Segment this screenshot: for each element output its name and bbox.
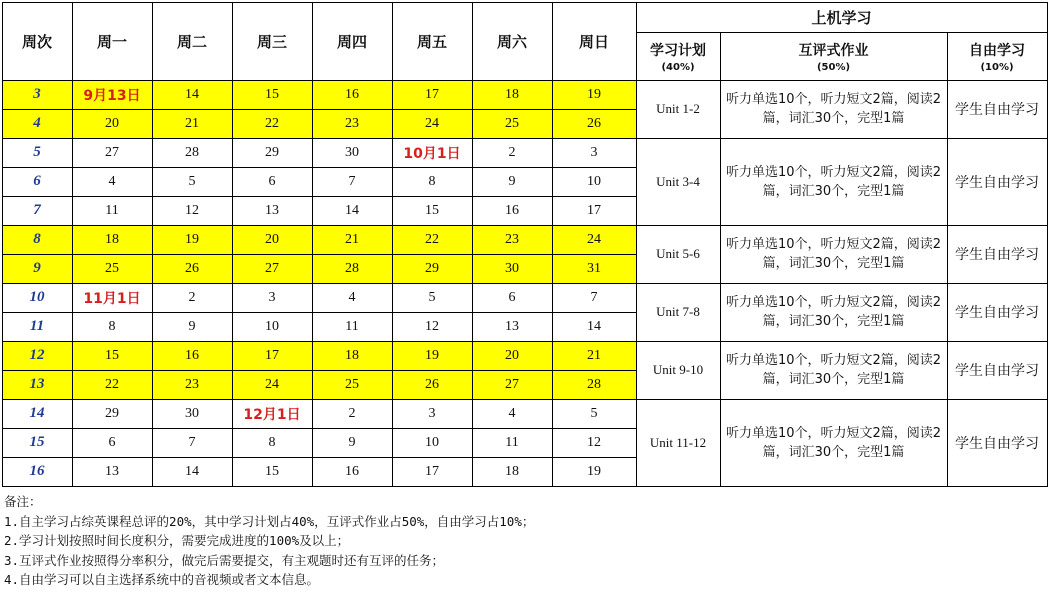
grid-line	[2, 457, 636, 458]
date-cell: 8	[428, 173, 436, 189]
date-cell: 24	[587, 231, 601, 247]
date-cell: 29	[105, 405, 119, 421]
grid-line	[2, 341, 636, 342]
date-cell: 26	[185, 260, 199, 276]
date-cell: 20	[105, 115, 119, 131]
grid-line	[636, 2, 637, 487]
date-cell: 30	[505, 260, 519, 276]
date-cell: 9	[348, 434, 356, 450]
date-cell: 5	[188, 173, 196, 189]
grid-line	[2, 2, 636, 3]
free-study: 学生自由学习	[955, 102, 1039, 118]
date-cell: 12	[185, 202, 199, 218]
date-cell: 7	[590, 289, 598, 305]
month-start-date: 11月1日	[83, 290, 141, 307]
date-cell: 29	[425, 260, 439, 276]
grid-line	[636, 341, 1047, 342]
date-cell: 26	[425, 376, 439, 392]
date-cell: 6	[268, 173, 276, 189]
grid-line	[2, 138, 636, 139]
date-cell: 14	[185, 86, 199, 102]
date-cell: 2	[188, 289, 196, 305]
sub-header-title: 互评式作业	[798, 42, 869, 59]
grid-line	[636, 32, 1047, 33]
week-number: 7	[33, 202, 41, 218]
date-cell: 28	[345, 260, 359, 276]
unit-range: Unit 9-10	[652, 362, 704, 377]
week-number: 8	[33, 231, 41, 247]
week-number: 15	[29, 434, 45, 450]
homework-desc: 听力单选10个，听力短文2篇，阅读2篇，词汇30个，完型1篇	[725, 237, 942, 271]
date-cell: 18	[505, 86, 519, 102]
date-cell: 21	[345, 231, 359, 247]
date-cell: 23	[505, 231, 519, 247]
date-cell: 16	[345, 463, 359, 479]
month-start-date: 9月13日	[83, 87, 141, 104]
date-cell: 3	[268, 289, 276, 305]
date-cell: 30	[185, 405, 199, 421]
homework-desc: 听力单选10个，听力短文2篇，阅读2篇，词汇30个，完型1篇	[725, 295, 942, 329]
month-start-date: 10月1日	[403, 145, 461, 162]
date-cell: 23	[345, 115, 359, 131]
date-cell: 4	[508, 405, 516, 421]
date-cell: 27	[105, 144, 119, 160]
free-study: 学生自由学习	[955, 174, 1039, 191]
date-cell: 21	[185, 115, 199, 131]
date-cell: 25	[105, 260, 119, 276]
notes-section	[4, 492, 1044, 590]
free-study: 学生自由学习	[955, 247, 1039, 263]
unit-range: Unit 1-2	[656, 101, 700, 116]
date-cell: 15	[265, 463, 279, 479]
date-cell: 11	[345, 318, 359, 334]
header-day: 周三	[256, 32, 287, 51]
notes-heading: 备注：	[4, 494, 42, 509]
grid-line	[2, 167, 636, 168]
grid-line	[636, 399, 1047, 400]
grid-line	[636, 283, 1047, 284]
week-number: 14	[29, 405, 45, 421]
header-day: 周二	[176, 32, 207, 51]
grid-line	[2, 225, 636, 226]
date-cell: 8	[108, 318, 116, 334]
date-cell: 16	[345, 86, 359, 102]
date-cell: 11	[505, 434, 519, 450]
note-2: 2.学习计划按照时间长度积分，需要完成进度的100%及以上；	[4, 533, 350, 548]
date-cell: 25	[345, 376, 359, 392]
note-4: 4.自由学习可以自主选择系统中的音视频或者文本信息。	[4, 572, 320, 587]
homework-desc: 听力单选10个，听力短文2篇，阅读2篇，词汇30个，完型1篇	[725, 164, 942, 199]
week-number: 6	[33, 173, 41, 189]
grid-line	[2, 486, 636, 487]
date-cell: 15	[425, 202, 439, 218]
date-cell: 26	[587, 115, 601, 131]
grid-line	[552, 2, 553, 487]
grid-line	[2, 283, 636, 284]
date-cell: 7	[188, 434, 196, 450]
grid-line	[2, 2, 3, 487]
date-cell: 10	[265, 318, 279, 334]
date-cell: 22	[105, 376, 119, 392]
note-3: 3.互评式作业按照得分率积分，做完后需要提交，有主观题时还有互评的任务；	[4, 552, 445, 568]
date-cell: 30	[345, 144, 359, 160]
date-cell: 6	[108, 434, 116, 450]
date-cell: 17	[587, 202, 601, 218]
date-cell: 19	[425, 347, 439, 363]
week-number: 4	[33, 115, 41, 131]
date-cell: 21	[587, 347, 601, 363]
date-cell: 14	[587, 318, 601, 334]
week-number: 11	[29, 318, 45, 334]
header-week: 周次	[21, 32, 52, 51]
sub-header-percent: (10%)	[980, 61, 1014, 73]
date-cell: 9	[508, 173, 516, 189]
grid-line	[2, 428, 636, 429]
date-cell: 15	[265, 86, 279, 102]
grid-line	[947, 32, 948, 487]
week-number: 9	[33, 260, 41, 276]
unit-range: Unit 7-8	[656, 304, 700, 319]
date-cell: 9	[188, 318, 196, 334]
sub-header-percent: (40%)	[661, 61, 695, 73]
date-cell: 4	[348, 289, 356, 305]
free-study: 学生自由学习	[955, 363, 1039, 379]
date-cell: 7	[348, 173, 356, 189]
date-cell: 13	[105, 463, 119, 479]
date-cell: 19	[185, 231, 199, 247]
date-cell: 27	[505, 376, 519, 392]
grid-line	[636, 225, 1047, 226]
header-day: 周四	[336, 32, 367, 51]
note-1: 1.自主学习占综英课程总评的20%，其中学习计划占40%，互评式作业占50%，自由学习占10%；	[4, 513, 535, 529]
date-cell: 20	[505, 347, 519, 363]
date-cell: 10	[587, 173, 601, 189]
date-cell: 2	[508, 144, 516, 160]
grid-line	[636, 80, 1047, 81]
date-cell: 8	[268, 434, 276, 450]
grid-line	[2, 196, 636, 197]
week-number: 16	[29, 463, 45, 479]
grid-line	[472, 2, 473, 487]
grid-line	[392, 2, 393, 487]
unit-range: Unit 5-6	[656, 246, 700, 261]
date-cell: 3	[428, 405, 436, 421]
homework-desc: 听力单选10个，听力短文2篇，阅读2篇，词汇30个，完型1篇	[725, 425, 942, 460]
homework-desc: 听力单选10个，听力短文2篇，阅读2篇，词汇30个，完型1篇	[725, 353, 942, 387]
date-cell: 5	[428, 289, 436, 305]
date-cell: 2	[348, 405, 356, 421]
grid-line	[72, 2, 73, 487]
date-cell: 24	[265, 376, 279, 392]
grid-line	[152, 2, 153, 487]
date-cell: 28	[587, 376, 601, 392]
date-cell: 12	[587, 434, 601, 450]
free-study: 学生自由学习	[955, 435, 1039, 452]
grid-line	[636, 138, 1047, 139]
header-day: 周日	[578, 32, 609, 51]
grid-line	[2, 80, 636, 81]
sub-header-title: 自由学习	[969, 42, 1025, 59]
date-cell: 23	[185, 376, 199, 392]
date-cell: 6	[508, 289, 516, 305]
grid-line	[2, 399, 636, 400]
week-number: 3	[33, 86, 41, 102]
month-start-date: 12月1日	[243, 406, 301, 423]
date-cell: 4	[108, 173, 116, 189]
date-cell: 22	[425, 231, 439, 247]
date-cell: 13	[505, 318, 519, 334]
sub-header	[720, 32, 947, 80]
date-cell: 14	[185, 463, 199, 479]
grid-line	[312, 2, 313, 487]
grid-line	[2, 109, 636, 110]
homework-desc: 听力单选10个，听力短文2篇，阅读2篇，词汇30个，完型1篇	[725, 92, 942, 126]
date-cell: 18	[345, 347, 359, 363]
free-study: 学生自由学习	[955, 305, 1039, 321]
date-cell: 15	[105, 347, 119, 363]
date-cell: 20	[265, 231, 279, 247]
sub-header-percent: (50%)	[816, 61, 851, 73]
date-cell: 11	[105, 202, 119, 218]
grid-line	[2, 370, 636, 371]
date-cell: 17	[265, 347, 279, 363]
date-cell: 28	[185, 144, 199, 160]
date-cell: 12	[425, 318, 439, 334]
grid-line	[1047, 2, 1048, 487]
date-cell: 18	[505, 463, 519, 479]
date-cell: 10	[425, 434, 439, 450]
week-number: 5	[33, 144, 41, 160]
grid-line	[2, 312, 636, 313]
date-cell: 19	[587, 86, 601, 102]
date-cell: 19	[587, 463, 601, 479]
date-cell: 3	[590, 144, 598, 160]
grid-line	[232, 2, 233, 487]
week-number: 12	[29, 347, 45, 363]
header-day: 周一	[96, 32, 127, 51]
date-cell: 14	[345, 202, 359, 218]
sub-header	[947, 32, 1047, 80]
date-cell: 29	[265, 144, 279, 160]
date-cell: 16	[505, 202, 519, 218]
date-cell: 22	[265, 115, 279, 131]
grid-line	[636, 486, 1047, 487]
week-number: 13	[29, 376, 45, 392]
header-day: 周五	[416, 32, 447, 51]
date-cell: 5	[590, 405, 598, 421]
date-cell: 18	[105, 231, 119, 247]
date-cell: 17	[425, 86, 439, 102]
date-cell: 24	[425, 115, 439, 131]
section-title: 上机学习	[811, 8, 872, 27]
date-cell: 17	[425, 463, 439, 479]
date-cell: 27	[265, 260, 279, 276]
unit-range: Unit 3-4	[656, 173, 700, 189]
sub-header-title: 学习计划	[650, 42, 706, 59]
grid-line	[636, 2, 1047, 3]
week-number: 10	[29, 289, 45, 305]
sub-header	[636, 32, 720, 80]
unit-range: Unit 11-12	[649, 434, 707, 450]
grid-line	[720, 32, 721, 487]
date-cell: 16	[185, 347, 199, 363]
date-cell: 13	[265, 202, 279, 218]
grid-line	[2, 254, 636, 255]
date-cell: 25	[505, 115, 519, 131]
header-day: 周六	[496, 32, 527, 51]
date-cell: 31	[587, 260, 601, 276]
